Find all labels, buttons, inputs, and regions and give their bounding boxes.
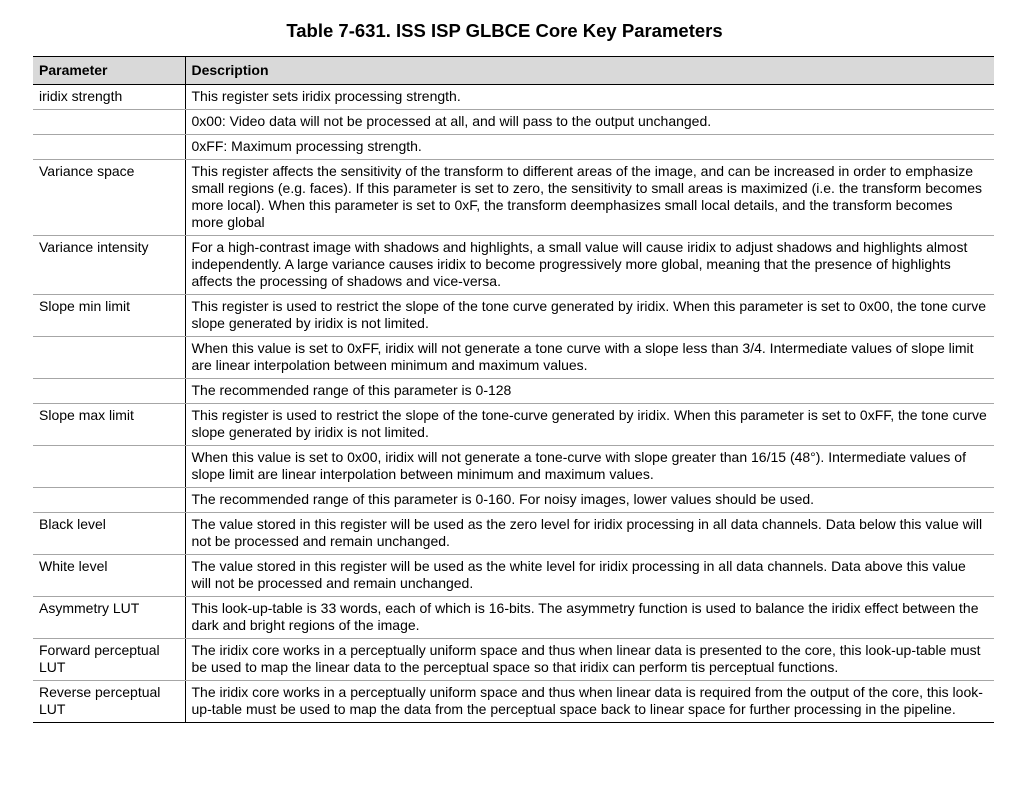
parameter-cell: White level (33, 555, 185, 597)
table-row (33, 160, 994, 236)
table-row (33, 488, 994, 513)
table-row (33, 639, 994, 681)
description-cell: This register is used to restrict the slope of the tone-curve generated by iridix. When this parameter is set to 0xFF, the tone curve slope generated by iridix is not limited. (185, 404, 994, 446)
description-cell: The iridix core works in a perceptually uniform space and thus when linear data is presented to the core, this look-up-table must be used to map the linear data to the perceptual space so that iridix can perform tis perceptual functions. (185, 639, 994, 681)
parameter-cell: Variance intensity (33, 236, 185, 295)
table-header-row (33, 57, 994, 85)
table-row (33, 404, 994, 446)
description-cell: When this value is set to 0x00, iridix will not generate a tone-curve with slope greater than 16/15 (48°). Intermediate values of slope limit are linear interpolation between minimum and maximum values. (185, 446, 994, 488)
table-row (33, 135, 994, 160)
description-cell: For a high-contrast image with shadows and highlights, a small value will cause iridix to adjust shadows and highlights almost independently. A large variance causes iridix to become progressively more global, meaning that the presence of highlights affects the processing of shadows and vice-versa. (185, 236, 994, 295)
description-cell: 0x00: Video data will not be processed at all, and will pass to the output unchanged. (185, 110, 994, 135)
parameter-cell: Slope max limit (33, 404, 185, 446)
description-cell: The value stored in this register will be used as the white level for iridix processing in all data channels. Data above this value will not be processed and remain unchanged. (185, 555, 994, 597)
table-row (33, 446, 994, 488)
parameter-cell: iridix strength (33, 85, 185, 110)
table-row (33, 379, 994, 404)
table-title: Table 7-631. ISS ISP GLBCE Core Key Parameters (286, 20, 723, 41)
table-row (33, 597, 994, 639)
parameter-cell: Forward perceptual LUT (33, 639, 185, 681)
parameter-cell (33, 110, 185, 135)
description-cell: The iridix core works in a perceptually uniform space and thus when linear data is required from the output of the core, this look-up-table must be used to map the data from the perceptual space back to linear space for further processing in the pipeline. (185, 681, 994, 723)
parameter-cell: Reverse perceptual LUT (33, 681, 185, 723)
table-row (33, 236, 994, 295)
description-cell: This register is used to restrict the slope of the tone curve generated by iridix. When this parameter is set to 0x00, the tone curve slope generated by iridix is not limited. (185, 295, 994, 337)
table-row (33, 513, 994, 555)
description-cell: This register sets iridix processing strength. (185, 85, 994, 110)
table-row (33, 337, 994, 379)
parameter-cell (33, 488, 185, 513)
parameter-cell (33, 379, 185, 404)
parameter-cell: Asymmetry LUT (33, 597, 185, 639)
key-parameters-table (33, 56, 994, 723)
header-description: Description (185, 57, 994, 85)
description-cell: This look-up-table is 33 words, each of which is 16-bits. The asymmetry function is used to balance the iridix effect between the dark and bright regions of the image. (185, 597, 994, 639)
description-cell: The recommended range of this parameter is 0-128 (185, 379, 994, 404)
description-cell: This register affects the sensitivity of the transform to different areas of the image, and can be increased in order to emphasize small regions (e.g. faces). If this parameter is set to zero, the sensitivity to small areas is maximized (i.e. the transform becomes more local). When this parameter is set to 0xF, the transform deemphasizes small local details, and the transform becomes more global (185, 160, 994, 236)
parameter-cell (33, 446, 185, 488)
header-parameter: Parameter (33, 57, 185, 85)
parameter-cell (33, 337, 185, 379)
description-cell: The value stored in this register will be used as the zero level for iridix processing in all data channels. Data below this value will not be processed and remain unchanged. (185, 513, 994, 555)
description-cell: When this value is set to 0xFF, iridix will not generate a tone curve with a slope less than 3/4. Intermediate values of slope limit are linear interpolation between minimum and maximum values. (185, 337, 994, 379)
parameter-cell: Slope min limit (33, 295, 185, 337)
parameter-cell: Black level (33, 513, 185, 555)
description-cell: The recommended range of this parameter is 0-160. For noisy images, lower values should be used. (185, 488, 994, 513)
table-row (33, 85, 994, 110)
table-row (33, 555, 994, 597)
description-cell: 0xFF: Maximum processing strength. (185, 135, 994, 160)
table-row (33, 295, 994, 337)
parameter-cell: Variance space (33, 160, 185, 236)
parameter-cell (33, 135, 185, 160)
table-row (33, 681, 994, 723)
table-row (33, 110, 994, 135)
